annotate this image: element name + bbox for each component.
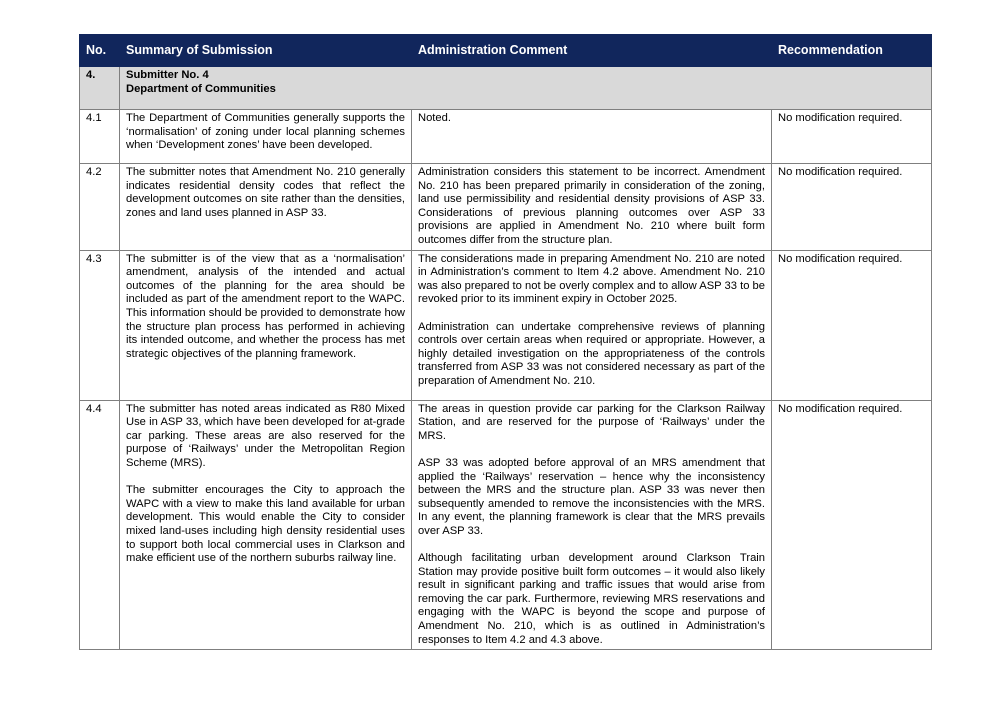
row-summary bbox=[120, 164, 412, 251]
summary-paragraph: The Department of Communities generally supports the ‘normalisation’ of zoning under local planning schemes when ‘Development zones’ have been developed. bbox=[126, 112, 405, 152]
header-no: No. bbox=[80, 35, 120, 67]
submissions-table bbox=[79, 34, 932, 650]
table-row bbox=[80, 110, 932, 164]
row-no: 4.4 bbox=[80, 400, 120, 650]
summary-paragraph: The submitter encourages the City to approach the WAPC with a view to make this land available for urban development. This would enable the City to consider mixed land-uses including high density residential uses to support both local commercial uses in Clarkson and make efficient use of the northern suburbs railway line. bbox=[126, 484, 405, 565]
row-comment bbox=[412, 250, 772, 400]
table-row bbox=[80, 400, 932, 650]
table-row bbox=[80, 250, 932, 400]
table-row bbox=[80, 164, 932, 251]
comment-paragraph: Administration can undertake comprehensive reviews of planning controls over certain areas when required or appropriate. However, a highly detailed investigation on the appropriateness of the controls transferred from ASP 33 was not considered necessary as part of the preparation of Amendment No. 210. bbox=[418, 320, 765, 387]
table-header-row bbox=[80, 35, 932, 67]
row-summary bbox=[120, 250, 412, 400]
row-summary bbox=[120, 110, 412, 164]
header-recommendation: Recommendation bbox=[772, 35, 932, 67]
comment-paragraph: ASP 33 was adopted before approval of an MRS amendment that applied the ‘Railways’ reservation – hence why the inconsistency between the MRS and the structure plan. ASP 33 was never then subsequently amended to remove the inconsistencies with the MRS. In any event, the planning framework is clear that the MRS prevails over ASP 33. bbox=[418, 456, 765, 537]
comment-paragraph: Noted. bbox=[418, 112, 451, 124]
summary-paragraph: The submitter has noted areas indicated as R80 Mixed Use in ASP 33, which have been developed for at-grade car parking. These areas are also reserved for the purpose of ‘Railways’ under the Metropolitan Region Scheme (MRS). bbox=[126, 402, 405, 469]
row-comment bbox=[412, 110, 772, 164]
row-summary bbox=[120, 400, 412, 650]
submitter-name bbox=[120, 67, 932, 110]
row-no: 4.1 bbox=[80, 110, 120, 164]
row-no: 4.3 bbox=[80, 250, 120, 400]
row-no: 4.2 bbox=[80, 164, 120, 251]
row-recommendation: No modification required. bbox=[772, 250, 932, 400]
row-comment bbox=[412, 400, 772, 650]
comment-paragraph: Administration considers this statement to be incorrect. Amendment No. 210 has been prepared primarily in consideration of the zoning, land use permissibility and residential density provisions of ASP 33. Considerations of previous planning outcomes over ASP 33 provisions are applied in Amendment No. 210 where built form outcomes differ from the structure plan. bbox=[418, 166, 765, 246]
comment-paragraph: The considerations made in preparing Amendment No. 210 are noted in Administration’s comment to Item 4.2 above. Amendment No. 210 was also prepared to not be overly complex and to allow ASP 33 to be revoked prior to its imminent expiry in October 2025. bbox=[418, 252, 765, 306]
comment-paragraph: The areas in question provide car parking for the Clarkson Railway Station, and are reserved for the purpose of ‘Railways’ under the MRS. bbox=[418, 402, 765, 442]
header-comment: Administration Comment bbox=[412, 35, 772, 67]
header-summary: Summary of Submission bbox=[120, 35, 412, 67]
row-comment bbox=[412, 164, 772, 251]
submitter-organisation: Department of Communities bbox=[126, 82, 276, 95]
submitter-number: Submitter No. 4 bbox=[126, 69, 209, 81]
submitter-no: 4. bbox=[80, 67, 120, 110]
comment-paragraph: Although facilitating urban development around Clarkson Train Station may provide positive built form outcomes – it would also likely result in significant parking and traffic issues that would arise from removing the car park. Furthermore, reviewing MRS reservations and engaging with the WAPC is beyond the scope and purpose of Amendment No. 210, which is as outlined in Administration’s responses to Item 4.2 and 4.3 above. bbox=[418, 552, 765, 646]
submitter-row bbox=[80, 67, 932, 110]
row-recommendation: No modification required. bbox=[772, 164, 932, 251]
summary-paragraph: The submitter is of the view that as a ‘normalisation’ amendment, analysis of the intended and actual outcomes of the planning for the area should be included as part of the amendment report to the WAPC. This information should be provided to demonstrate how the structure plan process has performed in achieving its intended outcome, and whether the process has met strategic objectives of the planning framework. bbox=[126, 252, 405, 360]
row-recommendation: No modification required. bbox=[772, 110, 932, 164]
summary-paragraph: The submitter notes that Amendment No. 210 generally indicates residential density codes that reflect the development outcomes on site rather than the densities, zones and land uses planned in ASP 33. bbox=[126, 166, 405, 219]
row-recommendation: No modification required. bbox=[772, 400, 932, 650]
